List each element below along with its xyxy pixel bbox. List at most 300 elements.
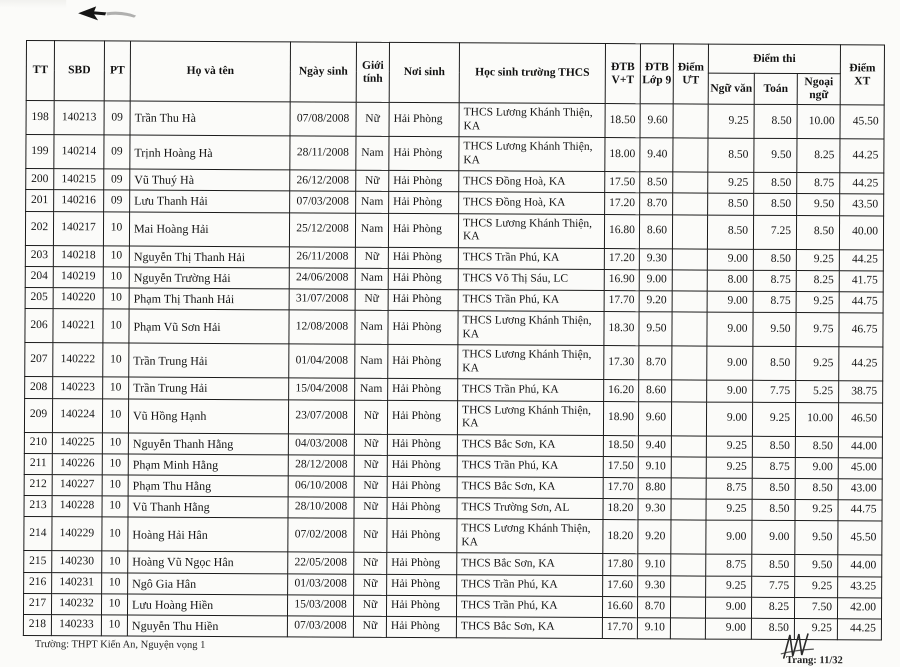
cell-gender: Nam bbox=[356, 192, 389, 213]
scan-edge-shade bbox=[0, 0, 66, 8]
header-dtb-lop9: ĐTB Lớp 9 bbox=[640, 44, 673, 104]
cell-diem_xt: 46.50 bbox=[838, 402, 882, 436]
cell-diem_ut bbox=[670, 597, 705, 618]
cell-tt: 201 bbox=[26, 190, 54, 211]
cell-tt: 211 bbox=[24, 453, 52, 474]
cell-gender: Nữ bbox=[354, 574, 387, 595]
cell-ngoai_ngu: 9.25 bbox=[796, 249, 839, 270]
cell-school: THCS Lương Khánh Thiện, KA bbox=[458, 311, 604, 346]
cell-diem_xt: 45.50 bbox=[840, 105, 884, 139]
cell-school: THCS Lương Khánh Thiện, KA bbox=[457, 400, 603, 435]
cell-school: THCS Bắc Sơn, KA bbox=[456, 617, 602, 639]
cell-dob: 24/06/2008 bbox=[289, 268, 355, 290]
cell-tt: 204 bbox=[25, 266, 53, 287]
cell-pob: Hải Phòng bbox=[389, 171, 459, 193]
cell-toan: 7.25 bbox=[753, 215, 796, 249]
cell-tt: 217 bbox=[23, 593, 51, 614]
cell-pob: Hải Phòng bbox=[389, 192, 459, 214]
header-pt: PT bbox=[104, 41, 130, 101]
cell-gender: Nữ bbox=[354, 434, 387, 455]
cell-diem_xt: 38.75 bbox=[839, 381, 883, 402]
cell-van: 9.25 bbox=[706, 499, 752, 520]
cell-diem_xt: 44.25 bbox=[837, 619, 881, 640]
cell-sbd: 140222 bbox=[53, 343, 103, 377]
cell-dtb_lop9: 9.00 bbox=[639, 270, 672, 291]
cell-diem_ut bbox=[672, 214, 707, 248]
cell-toan: 8.50 bbox=[752, 499, 795, 520]
cell-dob: 01/04/2008 bbox=[289, 344, 355, 378]
cell-van: 9.00 bbox=[707, 380, 753, 401]
cell-school: THCS Trần Phú, KA bbox=[456, 596, 602, 618]
cell-pt: 09 bbox=[104, 101, 130, 135]
cell-diem_ut bbox=[670, 618, 705, 639]
cell-gender: Nữ bbox=[354, 476, 387, 497]
cell-pt: 10 bbox=[102, 517, 128, 551]
cell-tt: 209 bbox=[24, 398, 52, 432]
cell-pob: Hải Phòng bbox=[387, 400, 457, 434]
cell-dtb_vt: 18.20 bbox=[603, 499, 638, 520]
cell-dtb_lop9: 9.60 bbox=[638, 401, 671, 435]
cell-school: THCS Lương Khánh Thiện, KA bbox=[458, 213, 604, 248]
cell-name: Phạm Minh Hằng bbox=[128, 454, 288, 476]
cell-ngoai_ngu: 5.25 bbox=[796, 381, 839, 402]
cell-name: Phạm Vũ Sơn Hải bbox=[129, 309, 289, 344]
cell-school: THCS Trần Phú, KA bbox=[458, 247, 604, 269]
cell-ngoai_ngu: 8.50 bbox=[795, 436, 838, 457]
cell-van: 9.00 bbox=[706, 402, 752, 436]
cell-school: THCS Võ Thị Sáu, LC bbox=[458, 269, 604, 291]
table-row bbox=[26, 135, 884, 174]
cell-pob: Hải Phòng bbox=[386, 595, 456, 617]
cell-school: THCS Trường Sơn, AL bbox=[457, 498, 603, 520]
cell-dob: 28/11/2008 bbox=[290, 136, 356, 170]
cell-dtb_vt: 17.70 bbox=[603, 478, 638, 499]
cell-diem_ut bbox=[672, 346, 707, 380]
cell-tt: 207 bbox=[25, 343, 53, 377]
cell-toan: 8.75 bbox=[753, 291, 796, 312]
cell-pt: 10 bbox=[101, 615, 127, 636]
cell-name: Vũ Thuý Hà bbox=[130, 169, 290, 191]
cell-van: 9.25 bbox=[706, 576, 752, 597]
cell-diem_xt: 44.25 bbox=[840, 139, 884, 173]
cell-toan: 8.25 bbox=[751, 597, 794, 618]
cell-sbd: 140224 bbox=[52, 398, 102, 432]
cell-dtb_vt: 18.20 bbox=[603, 520, 638, 554]
cell-pob: Hải Phòng bbox=[387, 455, 457, 477]
cell-pob: Hải Phòng bbox=[387, 553, 457, 575]
cell-pob: Hải Phòng bbox=[389, 102, 459, 136]
table-row bbox=[24, 517, 882, 556]
cell-diem_ut bbox=[672, 291, 707, 312]
cell-tt: 206 bbox=[25, 309, 53, 343]
cell-pob: Hải Phòng bbox=[389, 137, 459, 171]
cell-tt: 202 bbox=[25, 211, 53, 245]
cell-dob: 07/02/2008 bbox=[288, 518, 354, 552]
cell-pob: Hải Phòng bbox=[388, 247, 458, 269]
cell-dtb_vt: 17.20 bbox=[604, 248, 639, 269]
cell-ngoai_ngu: 9.75 bbox=[796, 313, 839, 347]
cell-pt: 09 bbox=[104, 169, 130, 190]
cell-dtb_lop9: 9.10 bbox=[637, 618, 670, 639]
cell-toan: 9.50 bbox=[753, 312, 796, 346]
cell-dob: 07/03/2008 bbox=[290, 191, 356, 213]
cell-dtb_lop9: 9.20 bbox=[638, 520, 671, 554]
cell-diem_ut bbox=[673, 172, 708, 193]
cell-dtb_vt: 16.80 bbox=[604, 214, 639, 248]
cell-name: Vũ Thanh Hằng bbox=[128, 496, 288, 518]
header-diem-ut: Điểm ƯT bbox=[673, 44, 708, 104]
cell-name: Mai Hoàng Hải bbox=[129, 212, 289, 247]
cell-dtb_lop9: 8.60 bbox=[639, 380, 672, 401]
cell-ngoai_ngu: 9.25 bbox=[796, 292, 839, 313]
cell-school: THCS Lương Khánh Thiện, KA bbox=[459, 103, 605, 138]
cell-toan: 8.50 bbox=[754, 194, 797, 215]
cell-pt: 09 bbox=[104, 135, 130, 169]
table-row bbox=[25, 343, 883, 382]
header-school: Học sinh trường THCS bbox=[459, 43, 605, 104]
cell-van: 9.00 bbox=[706, 520, 752, 554]
cell-diem_xt: 41.75 bbox=[839, 271, 883, 292]
cell-dob: 07/08/2008 bbox=[290, 102, 356, 136]
cell-toan: 8.75 bbox=[752, 457, 795, 478]
cell-diem_ut bbox=[673, 193, 708, 214]
cell-diem_xt: 43.00 bbox=[838, 479, 882, 500]
cell-van: 9.00 bbox=[707, 312, 753, 346]
cell-school: THCS Lương Khánh Thiện, KA bbox=[457, 519, 603, 554]
cell-diem_xt: 43.25 bbox=[838, 576, 882, 597]
cell-pt: 10 bbox=[103, 211, 129, 245]
cell-van: 8.75 bbox=[706, 555, 752, 576]
cell-toan: 9.50 bbox=[754, 138, 797, 172]
header-dtb-vt: ĐTB V+T bbox=[605, 44, 640, 104]
cell-diem_ut bbox=[673, 138, 708, 172]
cell-school: THCS Lương Khánh Thiện, KA bbox=[459, 137, 605, 172]
cell-name: Nguyễn Thanh Hằng bbox=[128, 433, 288, 455]
cell-sbd: 140218 bbox=[53, 245, 103, 266]
cell-tt: 210 bbox=[24, 432, 52, 453]
cell-sbd: 140221 bbox=[53, 309, 103, 343]
cell-dtb_lop9: 9.20 bbox=[639, 291, 672, 312]
cell-school: THCS Bắc Sơn, KA bbox=[457, 434, 603, 456]
ink-smudge-mark bbox=[76, 4, 138, 22]
cell-toan: 7.75 bbox=[753, 381, 796, 402]
cell-diem_xt: 40.00 bbox=[839, 215, 883, 249]
cell-tt: 203 bbox=[25, 245, 53, 266]
cell-pt: 10 bbox=[102, 433, 128, 454]
cell-name: Nguyễn Thu Hiền bbox=[127, 615, 287, 637]
cell-tt: 212 bbox=[24, 474, 52, 495]
cell-school: THCS Bắc Sơn, KA bbox=[457, 553, 603, 575]
cell-dtb_lop9: 9.40 bbox=[638, 435, 671, 456]
cell-pt: 10 bbox=[102, 475, 128, 496]
cell-dtb_vt: 17.50 bbox=[605, 172, 640, 193]
cell-ngoai_ngu: 8.25 bbox=[796, 270, 839, 291]
cell-sbd: 140226 bbox=[52, 453, 102, 474]
page-footer bbox=[23, 639, 885, 667]
cell-tt: 200 bbox=[26, 169, 54, 190]
cell-dob: 04/03/2008 bbox=[288, 434, 354, 456]
cell-pt: 10 bbox=[101, 594, 127, 615]
cell-diem_xt: 44.25 bbox=[839, 249, 883, 270]
cell-pob: Hải Phòng bbox=[387, 498, 457, 520]
cell-sbd: 140230 bbox=[52, 551, 102, 572]
cell-name: Trần Trung Hải bbox=[129, 343, 289, 378]
cell-gender: Nữ bbox=[353, 616, 386, 637]
cell-gender: Nam bbox=[355, 268, 388, 289]
cell-dob: 01/03/2008 bbox=[288, 573, 354, 595]
cell-van: 9.00 bbox=[705, 618, 751, 639]
cell-diem_ut bbox=[671, 401, 706, 435]
cell-van: 9.25 bbox=[706, 457, 752, 478]
cell-dtb_vt: 17.60 bbox=[603, 575, 638, 596]
cell-gender: Nữ bbox=[356, 102, 389, 136]
cell-dtb_vt: 16.20 bbox=[604, 380, 639, 401]
cell-dob: 28/10/2008 bbox=[288, 497, 354, 519]
cell-dtb_vt: 17.80 bbox=[603, 554, 638, 575]
cell-dob: 31/07/2008 bbox=[289, 289, 355, 311]
cell-sbd: 140217 bbox=[53, 211, 103, 245]
cell-diem_xt: 43.50 bbox=[840, 194, 884, 215]
header-diem-thi: Điểm thi bbox=[708, 44, 840, 74]
cell-gender: Nam bbox=[355, 310, 388, 344]
cell-dtb_vt: 18.90 bbox=[603, 401, 638, 435]
cell-dtb_lop9: 9.40 bbox=[640, 138, 673, 172]
cell-name: Hoàng Hải Hân bbox=[128, 517, 288, 552]
cell-tt: 208 bbox=[25, 377, 53, 398]
cell-sbd: 140214 bbox=[54, 135, 104, 169]
cell-dtb_vt: 17.70 bbox=[602, 617, 637, 638]
cell-pt: 10 bbox=[103, 309, 129, 343]
cell-diem_xt: 45.50 bbox=[838, 521, 882, 555]
cell-pt: 09 bbox=[104, 190, 130, 211]
cell-van: 8.50 bbox=[707, 215, 753, 249]
cell-ngoai_ngu: 7.50 bbox=[794, 597, 837, 618]
header-toan: Toán bbox=[754, 73, 797, 104]
cell-diem_ut bbox=[671, 554, 706, 575]
cell-toan: 8.50 bbox=[752, 555, 795, 576]
header-diem-xt: Điểm XT bbox=[840, 45, 884, 105]
cell-name: Vũ Hồng Hạnh bbox=[128, 399, 288, 434]
cell-sbd: 140219 bbox=[53, 266, 103, 287]
cell-name: Hoàng Vũ Ngọc Hân bbox=[128, 551, 288, 573]
cell-pt: 10 bbox=[102, 398, 128, 432]
cell-diem_ut bbox=[671, 575, 706, 596]
cell-ngoai_ngu: 9.00 bbox=[795, 457, 838, 478]
cell-toan: 8.50 bbox=[752, 436, 795, 457]
cell-dtb_lop9: 8.50 bbox=[640, 172, 673, 193]
cell-sbd: 140232 bbox=[51, 593, 101, 614]
cell-dob: 15/03/2008 bbox=[287, 595, 353, 617]
cell-pt: 10 bbox=[103, 343, 129, 377]
cell-van: 8.75 bbox=[706, 478, 752, 499]
cell-gender: Nữ bbox=[354, 497, 387, 518]
cell-van: 9.00 bbox=[707, 249, 753, 270]
cell-diem_ut bbox=[671, 520, 706, 554]
cell-diem_ut bbox=[673, 104, 708, 138]
cell-diem_xt: 44.25 bbox=[839, 347, 883, 381]
table-row bbox=[25, 309, 883, 348]
cell-ngoai_ngu: 10.00 bbox=[795, 402, 838, 436]
cell-dob: 23/07/2008 bbox=[288, 399, 354, 433]
cell-name: Nguyễn Thị Thanh Hải bbox=[129, 246, 289, 268]
cell-dtb_lop9: 8.70 bbox=[637, 596, 670, 617]
score-table-header bbox=[26, 41, 884, 105]
cell-toan: 8.50 bbox=[752, 478, 795, 499]
cell-diem_ut bbox=[672, 312, 707, 346]
cell-van: 9.25 bbox=[706, 436, 752, 457]
cell-tt: 213 bbox=[24, 496, 52, 517]
cell-dob: 26/12/2008 bbox=[290, 170, 356, 192]
cell-diem_ut bbox=[672, 380, 707, 401]
cell-pt: 10 bbox=[103, 246, 129, 267]
cell-dob: 15/04/2008 bbox=[289, 378, 355, 400]
cell-pt: 10 bbox=[103, 267, 129, 288]
cell-gender: Nam bbox=[356, 136, 389, 170]
cell-dtb_lop9: 9.30 bbox=[638, 575, 671, 596]
cell-name: Trịnh Hoàng Hà bbox=[130, 135, 290, 170]
cell-dtb_lop9: 9.50 bbox=[639, 312, 672, 346]
cell-name: Phạm Thu Hằng bbox=[128, 475, 288, 497]
cell-dtb_lop9: 8.70 bbox=[639, 346, 672, 380]
cell-dtb_lop9: 9.10 bbox=[638, 554, 671, 575]
cell-name: Phạm Thị Thanh Hải bbox=[129, 288, 289, 310]
cell-van: 9.25 bbox=[708, 104, 754, 138]
cell-gender: Nữ bbox=[356, 170, 389, 191]
cell-gender: Nam bbox=[355, 379, 388, 400]
cell-toan: 8.50 bbox=[754, 104, 797, 138]
cell-van: 9.25 bbox=[708, 172, 754, 193]
cell-diem_xt: 45.00 bbox=[838, 458, 882, 479]
cell-toan: 9.25 bbox=[752, 402, 795, 436]
cell-tt: 218 bbox=[23, 614, 51, 635]
cell-diem_xt: 44.75 bbox=[839, 292, 883, 313]
cell-tt: 198 bbox=[26, 101, 54, 135]
cell-toan: 9.00 bbox=[752, 521, 795, 555]
cell-ngoai_ngu: 10.00 bbox=[797, 105, 840, 139]
cell-sbd: 140215 bbox=[54, 169, 104, 190]
cell-diem_xt: 44.00 bbox=[838, 436, 882, 457]
cell-diem_ut bbox=[671, 499, 706, 520]
cell-dtb_lop9: 9.30 bbox=[639, 248, 672, 269]
cell-name: Nguyễn Trường Hải bbox=[129, 267, 289, 289]
cell-pob: Hải Phòng bbox=[386, 616, 456, 638]
cell-school: THCS Trần Phú, KA bbox=[457, 574, 603, 596]
cell-pt: 10 bbox=[103, 288, 129, 309]
cell-sbd: 140223 bbox=[53, 377, 103, 398]
cell-dtb_vt: 17.30 bbox=[604, 346, 639, 380]
footer-page-number bbox=[786, 655, 843, 666]
cell-dtb_vt: 18.50 bbox=[605, 104, 640, 138]
cell-toan: 7.75 bbox=[752, 576, 795, 597]
cell-name: Lưu Thanh Hải bbox=[130, 190, 290, 212]
cell-dtb_vt: 17.20 bbox=[605, 193, 640, 214]
cell-dtb_lop9: 8.70 bbox=[640, 193, 673, 214]
cell-tt: 214 bbox=[24, 517, 52, 551]
cell-dob: 25/12/2008 bbox=[289, 212, 355, 246]
cell-dob: 28/12/2008 bbox=[288, 455, 354, 477]
scanned-sheet bbox=[23, 40, 888, 667]
cell-ngoai_ngu: 9.25 bbox=[795, 576, 838, 597]
cell-school: THCS Đồng Hoà, KA bbox=[459, 192, 605, 214]
cell-van: 8.50 bbox=[708, 138, 754, 172]
cell-pob: Hải Phòng bbox=[387, 519, 457, 553]
cell-pob: Hải Phòng bbox=[387, 574, 457, 596]
cell-ngoai_ngu: 8.50 bbox=[796, 215, 839, 249]
cell-van: 9.00 bbox=[707, 291, 753, 312]
cell-sbd: 140231 bbox=[52, 572, 102, 593]
cell-dtb_vt: 16.60 bbox=[602, 596, 637, 617]
cell-pt: 10 bbox=[103, 377, 129, 398]
cell-diem_ut bbox=[672, 249, 707, 270]
cell-toan: 8.50 bbox=[753, 249, 796, 270]
cell-diem_xt: 44.75 bbox=[838, 500, 882, 521]
cell-name: Lưu Hoàng Hiền bbox=[127, 594, 287, 616]
cell-toan: 8.50 bbox=[754, 173, 797, 194]
footer-school-note: Trường: THPT Kiến An, Nguyện vọng 1 bbox=[34, 639, 206, 652]
cell-sbd: 140213 bbox=[54, 101, 104, 135]
cell-pob: Hải Phòng bbox=[387, 476, 457, 498]
cell-diem_ut bbox=[672, 270, 707, 291]
header-dob: Ngày sinh bbox=[290, 42, 356, 102]
table-row bbox=[23, 614, 881, 640]
cell-pob: Hải Phòng bbox=[388, 268, 458, 290]
cell-toan: 8.50 bbox=[751, 618, 794, 639]
cell-sbd: 140229 bbox=[52, 517, 102, 551]
cell-school: THCS Trần Phú, KA bbox=[458, 379, 604, 401]
cell-dtb_lop9: 8.80 bbox=[638, 478, 671, 499]
cell-pob: Hải Phòng bbox=[388, 311, 458, 345]
cell-tt: 216 bbox=[24, 572, 52, 593]
header-gender: Giới tính bbox=[356, 42, 389, 102]
cell-diem_ut bbox=[671, 478, 706, 499]
cell-pt: 10 bbox=[102, 572, 128, 593]
cell-school: THCS Bắc Sơn, KA bbox=[457, 477, 603, 499]
cell-diem_xt: 42.00 bbox=[837, 598, 881, 619]
score-table bbox=[23, 40, 885, 641]
header-name: Họ và tên bbox=[130, 41, 290, 102]
cell-name: Ngô Gia Hân bbox=[128, 573, 288, 595]
cell-ngoai_ngu: 9.25 bbox=[796, 347, 839, 381]
cell-name: Trần Thu Hà bbox=[130, 101, 290, 136]
cell-gender: Nữ bbox=[355, 247, 388, 268]
cell-pob: Hải Phòng bbox=[387, 434, 457, 456]
cell-diem_ut bbox=[671, 457, 706, 478]
cell-van: 8.00 bbox=[707, 270, 753, 291]
cell-sbd: 140228 bbox=[52, 496, 102, 517]
cell-gender: Nam bbox=[355, 213, 388, 247]
cell-gender: Nữ bbox=[354, 455, 387, 476]
cell-name: Trần Trung Hải bbox=[129, 377, 289, 399]
cell-ngoai_ngu: 9.25 bbox=[795, 500, 838, 521]
cell-tt: 215 bbox=[24, 551, 52, 572]
cell-diem_ut bbox=[671, 436, 706, 457]
cell-sbd: 140225 bbox=[52, 432, 102, 453]
cell-school: THCS Trần Phú, KA bbox=[457, 456, 603, 478]
cell-gender: Nam bbox=[355, 345, 388, 379]
cell-dtb_vt: 16.90 bbox=[604, 269, 639, 290]
cell-pt: 10 bbox=[102, 454, 128, 475]
cell-toan: 8.50 bbox=[753, 347, 796, 381]
cell-pob: Hải Phòng bbox=[388, 345, 458, 379]
score-table-body bbox=[23, 101, 884, 641]
header-pob: Nơi sinh bbox=[389, 42, 459, 102]
footer-page-number-text: Trang: 11/32 bbox=[786, 655, 843, 667]
cell-school: THCS Trần Phú, KA bbox=[458, 290, 604, 312]
cell-van: 9.00 bbox=[707, 346, 753, 380]
cell-dob: 22/05/2008 bbox=[288, 552, 354, 574]
cell-sbd: 140227 bbox=[52, 475, 102, 496]
cell-dtb_vt: 17.50 bbox=[603, 456, 638, 477]
